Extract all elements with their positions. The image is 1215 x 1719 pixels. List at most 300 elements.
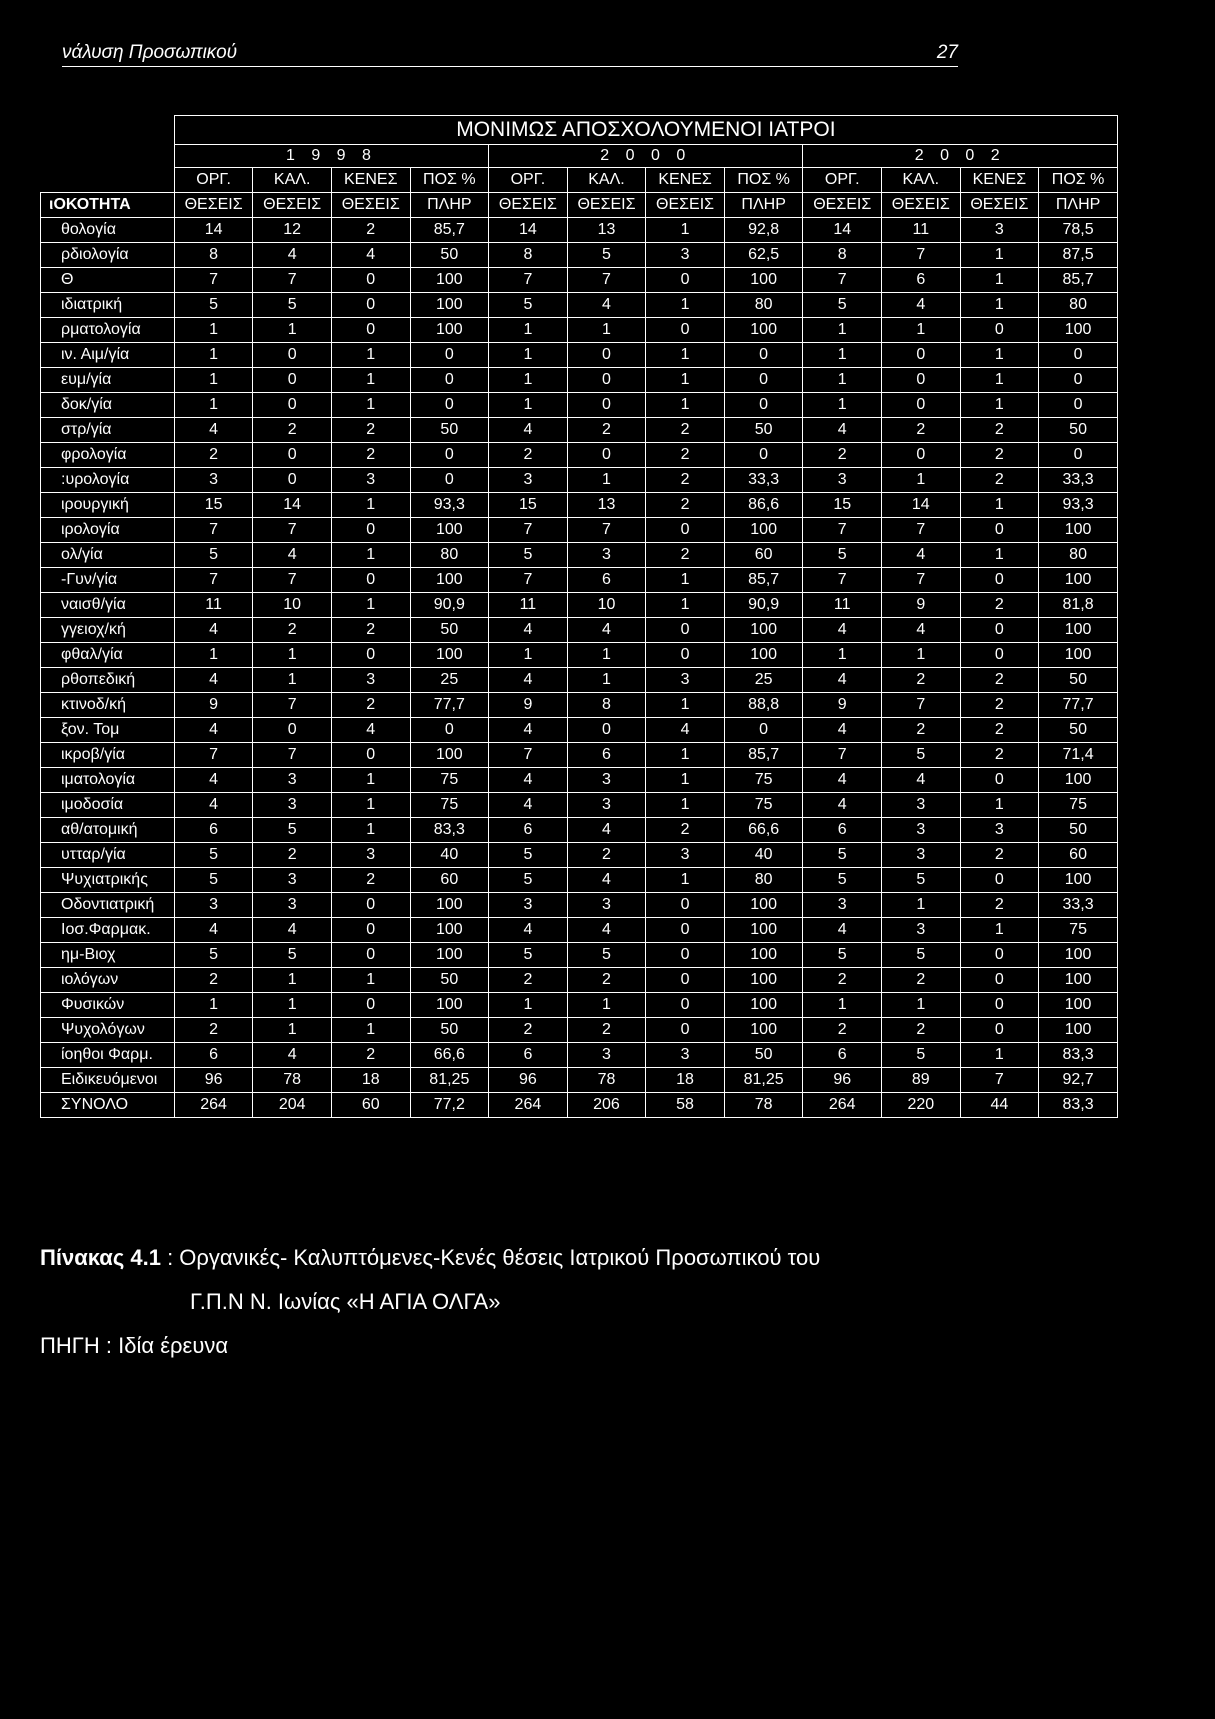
value-cell: 100: [410, 568, 489, 593]
value-cell: 93,3: [410, 493, 489, 518]
value-cell: 71,4: [1039, 743, 1118, 768]
value-cell: 83,3: [410, 818, 489, 843]
value-cell: 100: [410, 293, 489, 318]
value-cell: 4: [489, 618, 568, 643]
value-cell: 0: [567, 443, 646, 468]
value-cell: 1: [174, 343, 253, 368]
value-cell: 14: [803, 218, 882, 243]
value-cell: 25: [410, 668, 489, 693]
value-cell: 4: [646, 718, 725, 743]
value-cell: 1: [331, 768, 410, 793]
value-cell: 3: [803, 893, 882, 918]
value-cell: 3: [331, 843, 410, 868]
table-row: [41, 1093, 1118, 1118]
value-cell: 100: [1039, 518, 1118, 543]
value-cell: 62,5: [724, 243, 803, 268]
source-text: : Ιδία έρευνα: [99, 1333, 229, 1358]
value-cell: 50: [1039, 668, 1118, 693]
value-cell: 1: [646, 868, 725, 893]
value-cell: 6: [174, 818, 253, 843]
value-cell: 0: [410, 368, 489, 393]
table-row: [41, 668, 1118, 693]
specialty-cell: -Γυν/γία: [41, 568, 175, 593]
value-cell: 1: [646, 593, 725, 618]
table-row: [41, 543, 1118, 568]
value-cell: 7: [960, 1068, 1039, 1093]
specialty-cell: ΣΥΝΟΛΟ: [41, 1093, 175, 1118]
value-cell: 77,2: [410, 1093, 489, 1118]
value-cell: 5: [567, 243, 646, 268]
value-cell: 75: [724, 768, 803, 793]
value-cell: 5: [803, 868, 882, 893]
value-cell: 1: [960, 543, 1039, 568]
value-cell: 1: [331, 368, 410, 393]
value-cell: 75: [724, 793, 803, 818]
value-cell: 4: [331, 243, 410, 268]
value-cell: 7: [489, 518, 568, 543]
value-cell: 5: [882, 868, 961, 893]
value-cell: 100: [1039, 568, 1118, 593]
value-cell: 7: [567, 518, 646, 543]
value-cell: 4: [174, 668, 253, 693]
value-cell: 10: [253, 593, 332, 618]
value-cell: 0: [646, 968, 725, 993]
value-cell: 7: [882, 568, 961, 593]
value-cell: 1: [882, 643, 961, 668]
value-cell: 2: [331, 443, 410, 468]
value-cell: 33,3: [1039, 468, 1118, 493]
value-cell: 5: [174, 293, 253, 318]
value-cell: 264: [803, 1093, 882, 1118]
value-cell: 5: [174, 543, 253, 568]
value-cell: 85,7: [724, 568, 803, 593]
specialty-cell: θολογία: [41, 218, 175, 243]
value-cell: 5: [253, 818, 332, 843]
value-cell: 4: [174, 418, 253, 443]
value-cell: 78: [253, 1068, 332, 1093]
value-cell: 1: [253, 668, 332, 693]
value-cell: 11: [489, 593, 568, 618]
value-cell: 0: [1039, 393, 1118, 418]
value-cell: 33,3: [724, 468, 803, 493]
value-cell: 3: [567, 543, 646, 568]
value-cell: 2: [567, 843, 646, 868]
value-cell: 1: [567, 468, 646, 493]
value-cell: 85,7: [724, 743, 803, 768]
value-cell: 4: [567, 868, 646, 893]
value-cell: 4: [489, 418, 568, 443]
col-header-bottom: ΘΕΣΕΙΣ: [567, 193, 646, 218]
value-cell: 7: [253, 743, 332, 768]
value-cell: 6: [803, 1043, 882, 1068]
value-cell: 2: [646, 543, 725, 568]
value-cell: 3: [882, 918, 961, 943]
value-cell: 14: [174, 218, 253, 243]
year-2000: 2 0 0 0: [489, 145, 803, 168]
value-cell: 100: [724, 643, 803, 668]
value-cell: 2: [567, 968, 646, 993]
value-cell: 3: [489, 893, 568, 918]
value-cell: 2: [882, 668, 961, 693]
value-cell: 1: [567, 668, 646, 693]
value-cell: 85,7: [410, 218, 489, 243]
value-cell: 3: [253, 893, 332, 918]
col-header-bottom: ΠΛΗΡ: [410, 193, 489, 218]
value-cell: 78: [567, 1068, 646, 1093]
value-cell: 1: [646, 293, 725, 318]
value-cell: 4: [803, 768, 882, 793]
value-cell: 8: [174, 243, 253, 268]
table-row: [41, 493, 1118, 518]
value-cell: 4: [174, 768, 253, 793]
value-cell: 1: [331, 543, 410, 568]
value-cell: 2: [960, 668, 1039, 693]
value-cell: 44: [960, 1093, 1039, 1118]
table-row: [41, 618, 1118, 643]
value-cell: 1: [331, 818, 410, 843]
value-cell: 0: [331, 318, 410, 343]
value-cell: 0: [960, 618, 1039, 643]
table-row: [41, 568, 1118, 593]
value-cell: 50: [410, 618, 489, 643]
specialty-cell: Ιοσ.Φαρμακ.: [41, 918, 175, 943]
table-row: [41, 218, 1118, 243]
col-header-top: ΚΑΛ.: [253, 168, 332, 193]
col-header-bottom: ΘΕΣΕΙΣ: [253, 193, 332, 218]
col-header-bottom: ΘΕΣΕΙΣ: [174, 193, 253, 218]
value-cell: 1: [253, 318, 332, 343]
value-cell: 100: [1039, 868, 1118, 893]
value-cell: 0: [331, 993, 410, 1018]
table-row: [41, 268, 1118, 293]
value-cell: 7: [253, 568, 332, 593]
value-cell: 8: [803, 243, 882, 268]
table-row: [41, 793, 1118, 818]
value-cell: 4: [567, 818, 646, 843]
value-cell: 2: [646, 443, 725, 468]
value-cell: 100: [410, 943, 489, 968]
value-cell: 96: [489, 1068, 568, 1093]
col-header-top: ΟΡΓ.: [174, 168, 253, 193]
value-cell: 50: [1039, 418, 1118, 443]
specialty-cell: ιρουργική: [41, 493, 175, 518]
value-cell: 2: [331, 418, 410, 443]
value-cell: 50: [410, 968, 489, 993]
value-cell: 2: [331, 1043, 410, 1068]
value-cell: 1: [331, 793, 410, 818]
value-cell: 2: [174, 443, 253, 468]
value-cell: 1: [882, 993, 961, 1018]
value-cell: 0: [724, 718, 803, 743]
value-cell: 0: [960, 868, 1039, 893]
value-cell: 2: [567, 1018, 646, 1043]
table-row: [41, 993, 1118, 1018]
value-cell: 4: [882, 543, 961, 568]
value-cell: 0: [331, 918, 410, 943]
value-cell: 92,7: [1039, 1068, 1118, 1093]
col-header-bottom: ΘΕΣΕΙΣ: [646, 193, 725, 218]
value-cell: 100: [724, 268, 803, 293]
value-cell: 100: [724, 618, 803, 643]
value-cell: 2: [960, 718, 1039, 743]
value-cell: 50: [1039, 718, 1118, 743]
value-cell: 100: [410, 993, 489, 1018]
value-cell: 2: [174, 1018, 253, 1043]
value-cell: 0: [960, 943, 1039, 968]
value-cell: 7: [174, 743, 253, 768]
value-cell: 0: [646, 618, 725, 643]
value-cell: 0: [960, 993, 1039, 1018]
value-cell: 50: [1039, 818, 1118, 843]
value-cell: 4: [882, 293, 961, 318]
value-cell: 1: [960, 368, 1039, 393]
value-cell: 1: [489, 393, 568, 418]
specialty-cell: ολ/γία: [41, 543, 175, 568]
value-cell: 14: [489, 218, 568, 243]
value-cell: 0: [410, 343, 489, 368]
value-cell: 3: [646, 243, 725, 268]
value-cell: 4: [489, 718, 568, 743]
value-cell: 0: [646, 643, 725, 668]
value-cell: 100: [724, 893, 803, 918]
value-cell: 7: [174, 568, 253, 593]
value-cell: 3: [646, 843, 725, 868]
value-cell: 78,5: [1039, 218, 1118, 243]
value-cell: 1: [489, 318, 568, 343]
value-cell: 3: [567, 768, 646, 793]
table-row: [41, 343, 1118, 368]
value-cell: 9: [489, 693, 568, 718]
value-cell: 8: [489, 243, 568, 268]
table-row: [41, 243, 1118, 268]
value-cell: 0: [646, 893, 725, 918]
value-cell: 100: [410, 518, 489, 543]
value-cell: 40: [724, 843, 803, 868]
value-cell: 7: [253, 268, 332, 293]
value-cell: 89: [882, 1068, 961, 1093]
value-cell: 1: [489, 643, 568, 668]
value-cell: 100: [410, 893, 489, 918]
source-note: [40, 1333, 228, 1359]
value-cell: 4: [803, 418, 882, 443]
value-cell: 0: [331, 518, 410, 543]
value-cell: 6: [489, 1043, 568, 1068]
value-cell: 100: [724, 993, 803, 1018]
value-cell: 14: [253, 493, 332, 518]
value-cell: 50: [724, 418, 803, 443]
table-row: [41, 1043, 1118, 1068]
value-cell: 2: [960, 693, 1039, 718]
value-cell: 0: [646, 918, 725, 943]
value-cell: 7: [803, 743, 882, 768]
value-cell: 2: [960, 468, 1039, 493]
value-cell: 9: [174, 693, 253, 718]
col-header-top: ΚΕΝΕΣ: [960, 168, 1039, 193]
value-cell: 6: [489, 818, 568, 843]
value-cell: 4: [882, 768, 961, 793]
value-cell: 0: [960, 518, 1039, 543]
staffing-table: [40, 115, 1118, 1118]
value-cell: 7: [882, 693, 961, 718]
value-cell: 5: [174, 868, 253, 893]
table-row: [41, 518, 1118, 543]
col-header-bottom: ΘΕΣΕΙΣ: [803, 193, 882, 218]
value-cell: 3: [253, 868, 332, 893]
value-cell: 5: [803, 293, 882, 318]
value-cell: 1: [803, 393, 882, 418]
table-row: [41, 318, 1118, 343]
value-cell: 2: [331, 618, 410, 643]
value-cell: 1: [882, 893, 961, 918]
value-cell: 0: [882, 343, 961, 368]
value-cell: 2: [646, 493, 725, 518]
value-cell: 100: [1039, 943, 1118, 968]
value-cell: 1: [646, 368, 725, 393]
value-cell: 264: [489, 1093, 568, 1118]
value-cell: 0: [646, 1018, 725, 1043]
table-row: [41, 468, 1118, 493]
value-cell: 100: [1039, 643, 1118, 668]
value-cell: 2: [960, 743, 1039, 768]
value-cell: 4: [331, 718, 410, 743]
value-cell: 1: [253, 1018, 332, 1043]
value-cell: 100: [724, 943, 803, 968]
value-cell: 60: [724, 543, 803, 568]
value-cell: 100: [1039, 768, 1118, 793]
specialty-cell: ίοηθοι Φαρμ.: [41, 1043, 175, 1068]
table-row: [41, 1068, 1118, 1093]
value-cell: 2: [960, 843, 1039, 868]
value-cell: 1: [646, 793, 725, 818]
col-header-bottom: ΠΛΗΡ: [1039, 193, 1118, 218]
value-cell: 66,6: [724, 818, 803, 843]
value-cell: 4: [803, 793, 882, 818]
value-cell: 2: [882, 418, 961, 443]
value-cell: 13: [567, 218, 646, 243]
value-cell: 6: [882, 268, 961, 293]
value-cell: 3: [882, 818, 961, 843]
value-cell: 0: [253, 368, 332, 393]
value-cell: 90,9: [724, 593, 803, 618]
value-cell: 4: [803, 618, 882, 643]
value-cell: 81,25: [410, 1068, 489, 1093]
value-cell: 75: [1039, 918, 1118, 943]
table-row: [41, 868, 1118, 893]
value-cell: 15: [174, 493, 253, 518]
value-cell: 1: [567, 643, 646, 668]
value-cell: 7: [803, 518, 882, 543]
value-cell: 9: [803, 693, 882, 718]
value-cell: 0: [960, 568, 1039, 593]
value-cell: 2: [803, 443, 882, 468]
value-cell: 0: [960, 768, 1039, 793]
value-cell: 5: [489, 543, 568, 568]
table-row: [41, 743, 1118, 768]
value-cell: 0: [1039, 368, 1118, 393]
value-cell: 0: [410, 393, 489, 418]
specialty-cell: γγειοχ/κή: [41, 618, 175, 643]
col-header-bottom: ΘΕΣΕΙΣ: [331, 193, 410, 218]
value-cell: 0: [960, 318, 1039, 343]
value-cell: 75: [410, 768, 489, 793]
value-cell: 100: [1039, 1018, 1118, 1043]
value-cell: 2: [489, 968, 568, 993]
value-cell: 13: [567, 493, 646, 518]
value-cell: 2: [253, 618, 332, 643]
specialty-cell: ιδιατρική: [41, 293, 175, 318]
value-cell: 0: [646, 943, 725, 968]
table-row: [41, 768, 1118, 793]
value-cell: 6: [174, 1043, 253, 1068]
value-cell: 100: [724, 1018, 803, 1043]
value-cell: 3: [646, 668, 725, 693]
value-cell: 2: [331, 693, 410, 718]
col-header-top: ΚΑΛ.: [882, 168, 961, 193]
value-cell: 1: [331, 493, 410, 518]
value-cell: 7: [489, 268, 568, 293]
value-cell: 100: [724, 318, 803, 343]
value-cell: 80: [724, 868, 803, 893]
value-cell: 1: [882, 468, 961, 493]
col-header-bottom: ΘΕΣΕΙΣ: [960, 193, 1039, 218]
value-cell: 0: [882, 393, 961, 418]
value-cell: 0: [724, 393, 803, 418]
value-cell: 0: [646, 268, 725, 293]
year-2002: 2 0 0 2: [803, 145, 1118, 168]
value-cell: 100: [724, 518, 803, 543]
value-cell: 0: [724, 343, 803, 368]
value-cell: 33,3: [1039, 893, 1118, 918]
value-cell: 3: [567, 1043, 646, 1068]
value-cell: 0: [410, 718, 489, 743]
value-cell: 2: [567, 418, 646, 443]
value-cell: 81,25: [724, 1068, 803, 1093]
value-cell: 85,7: [1039, 268, 1118, 293]
table-row: [41, 718, 1118, 743]
value-cell: 1: [567, 318, 646, 343]
value-cell: 11: [174, 593, 253, 618]
caption-text-line1: : Οργανικές- Καλυπτόμενες-Κενές θέσεις Ιατρικού Προσωπικού του: [160, 1245, 821, 1270]
value-cell: 0: [646, 518, 725, 543]
specialty-cell: φθαλ/γία: [41, 643, 175, 668]
value-cell: 7: [882, 518, 961, 543]
value-cell: 4: [253, 543, 332, 568]
value-cell: 1: [803, 993, 882, 1018]
value-cell: 60: [1039, 843, 1118, 868]
value-cell: 7: [567, 268, 646, 293]
value-cell: 0: [567, 718, 646, 743]
specialty-cell: δοκ/γία: [41, 393, 175, 418]
value-cell: 11: [882, 218, 961, 243]
value-cell: 1: [489, 368, 568, 393]
value-cell: 77,7: [410, 693, 489, 718]
table-row: [41, 368, 1118, 393]
value-cell: 7: [174, 268, 253, 293]
value-cell: 0: [331, 268, 410, 293]
value-cell: 1: [882, 318, 961, 343]
value-cell: 5: [253, 293, 332, 318]
value-cell: 1: [960, 793, 1039, 818]
specialty-cell: ρματολογία: [41, 318, 175, 343]
value-cell: 204: [253, 1093, 332, 1118]
value-cell: 1: [331, 393, 410, 418]
value-cell: 1: [960, 243, 1039, 268]
specialty-cell: Ψυχολόγων: [41, 1018, 175, 1043]
specialty-cell: ιμοδοσία: [41, 793, 175, 818]
value-cell: 1: [960, 918, 1039, 943]
value-cell: 1: [567, 993, 646, 1018]
value-cell: 1: [331, 968, 410, 993]
